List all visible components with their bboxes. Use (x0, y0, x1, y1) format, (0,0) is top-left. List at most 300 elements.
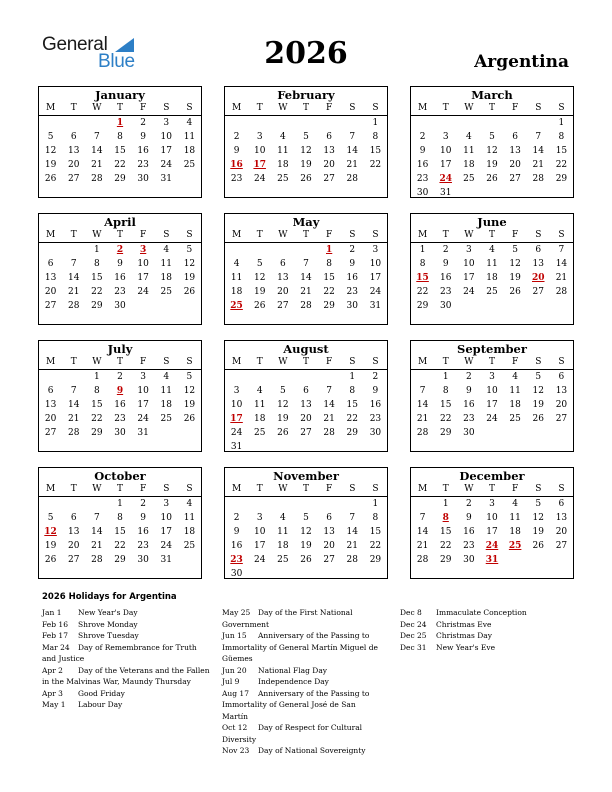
week-row (225, 144, 387, 158)
day-cell: 31 (137, 428, 149, 438)
holiday-name: Day of National Sovereignty (258, 746, 366, 755)
day-cell: 23 (346, 287, 358, 297)
weekday-label: S (535, 103, 542, 113)
day-cell: 2 (140, 499, 146, 509)
day-cell (294, 440, 317, 454)
day-cell: 8 (326, 259, 332, 269)
weekday-label: F (140, 357, 147, 367)
day-cell: 19 (44, 160, 57, 170)
day-cell (85, 497, 108, 511)
weekday-label: M (231, 230, 242, 240)
week-row (39, 144, 201, 158)
day-cell: 28 (416, 428, 429, 438)
holiday-entry (42, 607, 210, 619)
week-row (411, 398, 573, 412)
weekday-label: M (231, 357, 242, 367)
day-cell: 19 (253, 287, 266, 297)
day-cell: 14 (91, 527, 103, 537)
weekday-header (411, 101, 573, 116)
week-row (225, 525, 387, 539)
day-cell (504, 116, 527, 130)
day-cell: 24 (369, 287, 382, 297)
day-cell: 26 (44, 555, 57, 565)
weekday-label: T (70, 484, 77, 494)
holiday-name: New Year's Day (78, 608, 138, 617)
day-cell: 20 (67, 160, 80, 170)
day-cell: 2 (465, 372, 472, 382)
day-cell: 31 (230, 442, 243, 452)
day-cell: 19 (486, 160, 498, 170)
day-cell: 26 (300, 174, 312, 184)
weekday-label: T (488, 357, 495, 367)
weekday-label: S (558, 230, 565, 240)
day-cell: 17 (137, 400, 149, 410)
day-cell: 28 (416, 555, 429, 565)
holiday-entry (42, 630, 210, 642)
day-cell: 1 (442, 499, 449, 509)
day-cell (457, 299, 480, 313)
day-cell: 9 (140, 513, 146, 523)
day-cell: 1 (372, 499, 379, 509)
month-january (38, 86, 202, 198)
weekday-label: S (535, 357, 542, 367)
day-cell: 11 (160, 259, 172, 269)
day-cell: 16 (137, 146, 149, 156)
day-cell: 13 (323, 146, 335, 156)
day-cell: 6 (47, 259, 54, 269)
day-cell: 12 (44, 146, 57, 156)
holiday-entry (222, 630, 382, 665)
day-cell: 2 (140, 118, 146, 128)
day-cell (527, 426, 550, 440)
day-cell (155, 299, 178, 313)
weekday-label: W (278, 230, 288, 240)
weekday-label: M (45, 230, 56, 240)
day-cell: 13 (509, 146, 521, 156)
day-cell: 19 (183, 400, 196, 410)
day-cell: 7 (349, 513, 356, 523)
week-row (225, 497, 387, 511)
holiday-date: Dec 24 (400, 619, 427, 629)
day-cell: 7 (558, 245, 565, 255)
weekday-header (39, 482, 201, 497)
month-grid (39, 101, 201, 186)
day-cell: 30 (230, 569, 243, 579)
weekday-label: T (116, 357, 123, 367)
day-cell (271, 116, 294, 130)
holiday-day: 24 (485, 541, 499, 551)
day-cell: 7 (349, 132, 356, 142)
holiday-name: Christmas Eve (436, 619, 492, 629)
holiday-day: 9 (116, 386, 124, 396)
day-cell: 19 (509, 273, 521, 283)
day-cell: 7 (535, 132, 542, 142)
holiday-name: New Year's Eve (436, 642, 496, 652)
weekday-label: M (417, 103, 428, 113)
day-cell: 2 (349, 245, 356, 255)
weekday-label: T (116, 103, 123, 113)
holiday-date: Oct 12 (222, 723, 248, 732)
day-cell: 7 (93, 513, 100, 523)
day-cell: 16 (416, 160, 429, 170)
day-cell: 20 (509, 160, 521, 170)
day-cell (504, 299, 527, 313)
day-cell: 7 (326, 386, 332, 396)
day-cell: 9 (349, 259, 356, 269)
day-cell: 20 (67, 541, 80, 551)
day-cell: 6 (535, 245, 542, 255)
day-cell (248, 567, 271, 581)
weekday-label: S (186, 103, 193, 113)
day-cell: 3 (163, 118, 170, 128)
week-row (225, 398, 387, 412)
holiday-entry (222, 676, 382, 688)
day-cell: 1 (349, 372, 356, 382)
week-row (411, 553, 573, 567)
month-name: October (94, 469, 146, 483)
day-cell (178, 553, 201, 567)
day-cell: 20 (323, 541, 335, 551)
week-row (225, 116, 387, 130)
day-cell: 21 (416, 541, 429, 551)
day-cell: 23 (463, 541, 475, 551)
day-cell: 12 (253, 273, 266, 283)
holiday-name: Independence Day (258, 677, 329, 686)
holiday-date: Nov 23 (222, 746, 250, 755)
day-cell: 26 (532, 541, 544, 551)
day-cell (271, 567, 294, 581)
holiday-day: 16 (230, 160, 243, 170)
weekday-label: T (116, 484, 123, 494)
day-cell: 31 (160, 174, 172, 184)
weekday-label: M (231, 484, 242, 494)
month-name: January (95, 88, 145, 102)
day-cell: 27 (532, 287, 544, 297)
weekday-label: T (70, 103, 77, 113)
week-row (411, 539, 573, 553)
day-cell: 29 (91, 428, 103, 438)
holiday-day: 17 (230, 414, 243, 424)
day-cell: 27 (277, 301, 289, 311)
weekday-label: S (163, 484, 170, 494)
day-cell: 23 (463, 414, 475, 424)
day-cell: 3 (465, 245, 472, 255)
weekday-label: T (442, 357, 449, 367)
day-cell: 30 (114, 301, 126, 311)
weekday-label: F (326, 103, 333, 113)
day-cell: 14 (416, 400, 429, 410)
weekday-label: T (302, 484, 309, 494)
day-cell (364, 440, 387, 454)
day-cell: 8 (372, 513, 379, 523)
day-cell: 9 (442, 259, 449, 269)
day-cell: 1 (93, 245, 100, 255)
day-cell: 12 (300, 146, 312, 156)
weekday-label: T (488, 103, 495, 113)
day-cell: 21 (346, 160, 358, 170)
weekday-label: T (442, 103, 449, 113)
day-cell: 13 (67, 146, 80, 156)
day-cell: 3 (140, 372, 146, 382)
weekday-label: T (256, 230, 263, 240)
day-cell (62, 497, 85, 511)
day-cell: 29 (369, 555, 382, 565)
day-cell: 10 (137, 259, 149, 269)
month-name: June (477, 215, 507, 229)
weekday-label: T (442, 484, 449, 494)
day-cell (504, 186, 527, 200)
holiday-date: May 25 (222, 608, 251, 617)
weekday-header (225, 228, 387, 243)
day-cell: 13 (323, 527, 335, 537)
day-cell: 19 (277, 414, 289, 424)
day-cell: 2 (465, 499, 472, 509)
day-cell: 29 (416, 301, 429, 311)
day-cell: 29 (323, 301, 335, 311)
day-cell: 6 (558, 372, 565, 382)
day-cell: 6 (70, 513, 77, 523)
weekday-label: S (163, 357, 170, 367)
day-cell: 13 (67, 527, 80, 537)
day-cell: 24 (463, 287, 475, 297)
day-cell (434, 116, 457, 130)
month-name: March (471, 88, 513, 102)
weekday-label: W (464, 230, 474, 240)
day-cell (318, 370, 341, 384)
day-cell: 17 (439, 160, 452, 170)
day-cell: 14 (67, 273, 80, 283)
week-row (39, 299, 201, 313)
day-cell: 27 (67, 555, 80, 565)
day-cell: 28 (323, 428, 335, 438)
day-cell: 17 (160, 146, 172, 156)
day-cell: 7 (419, 513, 426, 523)
day-cell: 21 (67, 287, 80, 297)
holiday-name: Day of Respect for Cultural Diversity (222, 723, 363, 744)
day-cell: 31 (160, 555, 172, 565)
day-cell: 10 (463, 259, 475, 269)
day-cell: 17 (369, 273, 382, 283)
day-cell: 3 (233, 386, 240, 396)
week-row (225, 172, 387, 186)
day-cell: 18 (277, 541, 289, 551)
holiday-day: 31 (485, 555, 499, 565)
day-cell: 27 (44, 301, 57, 311)
day-cell: 22 (555, 160, 568, 170)
holiday-name: Anniversary of the Passing to Immortality of General Martín Miguel de Güemes (222, 631, 378, 663)
day-cell (527, 186, 550, 200)
holiday-day: 23 (230, 555, 243, 565)
day-cell: 9 (465, 513, 472, 523)
month-grid (411, 355, 573, 440)
day-cell: 27 (509, 174, 521, 184)
day-cell: 13 (44, 273, 57, 283)
holiday-entry (400, 619, 570, 631)
day-cell: 21 (91, 160, 103, 170)
day-cell (39, 243, 62, 257)
day-cell: 28 (555, 287, 568, 297)
day-cell: 26 (509, 287, 521, 297)
day-cell: 28 (91, 174, 103, 184)
day-cell: 27 (555, 541, 568, 551)
day-cell: 20 (323, 160, 335, 170)
holiday-name: Good Friday (78, 688, 125, 698)
day-cell: 1 (117, 499, 123, 509)
week-row (411, 116, 573, 130)
day-cell (39, 497, 62, 511)
day-cell: 25 (277, 174, 289, 184)
day-cell: 4 (489, 245, 495, 255)
day-cell: 3 (256, 132, 263, 142)
holiday-date: Jan 1 (42, 608, 62, 617)
day-cell: 30 (439, 301, 452, 311)
month-name: May (292, 215, 320, 229)
holiday-name: Day of the Veterans and the Fallen in the Malvinas War, Maundy Thursday (42, 665, 210, 686)
day-cell: 10 (486, 513, 498, 523)
day-cell: 17 (463, 273, 475, 283)
month-february (224, 86, 388, 198)
day-cell (318, 440, 341, 454)
day-cell: 9 (140, 132, 146, 142)
month-june (410, 213, 574, 325)
day-cell: 24 (253, 174, 266, 184)
month-grid (225, 482, 387, 581)
day-cell: 26 (183, 287, 196, 297)
month-name: February (277, 88, 335, 102)
day-cell: 20 (555, 400, 568, 410)
day-cell (457, 186, 480, 200)
day-cell: 9 (465, 386, 472, 396)
day-cell: 15 (114, 527, 126, 537)
holiday-name: Shrove Tuesday (78, 631, 139, 640)
day-cell (364, 567, 387, 581)
holiday-date: Jun 20 (222, 665, 247, 675)
month-july (38, 340, 202, 452)
week-row (411, 497, 573, 511)
week-row (225, 243, 387, 257)
day-cell: 1 (442, 372, 449, 382)
holiday-date: Jul 9 (222, 677, 240, 686)
weekday-label: T (256, 484, 263, 494)
holiday-day: 25 (230, 301, 243, 311)
day-cell: 11 (486, 259, 498, 269)
day-cell: 12 (509, 259, 521, 269)
weekday-label: S (163, 103, 170, 113)
day-cell: 22 (369, 541, 382, 551)
day-cell: 9 (233, 146, 240, 156)
holiday-name: Day of the First National Government (222, 608, 353, 629)
day-cell: 18 (160, 273, 172, 283)
weekday-label: S (349, 230, 356, 240)
weekday-label: S (372, 230, 379, 240)
week-row (39, 497, 201, 511)
day-cell: 20 (44, 414, 57, 424)
day-cell (248, 497, 271, 511)
week-row (225, 553, 387, 567)
day-cell: 25 (160, 287, 172, 297)
weekday-label: T (70, 230, 77, 240)
week-row (225, 440, 387, 454)
day-cell: 26 (486, 174, 498, 184)
day-cell: 20 (277, 287, 289, 297)
month-december (410, 467, 574, 579)
week-row (225, 130, 387, 144)
day-cell (341, 440, 364, 454)
day-cell: 8 (93, 386, 100, 396)
day-cell: 14 (416, 527, 429, 537)
holiday-entry (400, 642, 570, 654)
week-row (411, 158, 573, 172)
day-cell (132, 299, 155, 313)
day-cell: 22 (439, 541, 452, 551)
day-cell: 25 (277, 555, 289, 565)
day-cell: 22 (114, 160, 126, 170)
day-cell: 7 (303, 259, 309, 269)
day-cell: 11 (183, 513, 196, 523)
day-cell: 3 (489, 372, 495, 382)
day-cell: 11 (277, 146, 289, 156)
weekday-label: F (140, 103, 147, 113)
day-cell: 10 (230, 400, 243, 410)
day-cell: 29 (346, 428, 358, 438)
holiday-date: Apr 2 (42, 665, 63, 675)
day-cell: 30 (463, 428, 475, 438)
day-cell: 8 (372, 132, 379, 142)
weekday-header (411, 482, 573, 497)
weekday-header (225, 482, 387, 497)
day-cell (62, 116, 85, 130)
day-cell: 18 (509, 527, 521, 537)
day-cell (318, 567, 341, 581)
holiday-day: 2 (116, 245, 124, 255)
day-cell: 21 (416, 414, 429, 424)
day-cell: 12 (300, 527, 312, 537)
holiday-column (42, 607, 210, 711)
day-cell: 5 (186, 372, 193, 382)
weekday-label: S (349, 357, 356, 367)
day-cell: 5 (47, 513, 54, 523)
day-cell: 26 (183, 414, 196, 424)
day-cell (178, 299, 201, 313)
week-row (411, 511, 573, 525)
day-cell: 16 (230, 541, 243, 551)
day-cell: 27 (555, 414, 568, 424)
week-row (39, 384, 201, 398)
week-row (39, 426, 201, 440)
holiday-date: Feb 16 (42, 619, 68, 629)
day-cell: 5 (186, 245, 193, 255)
day-cell: 20 (555, 527, 568, 537)
day-cell: 3 (489, 499, 495, 509)
holiday-column (222, 607, 382, 757)
day-cell: 29 (114, 555, 126, 565)
day-cell: 14 (91, 146, 103, 156)
week-row (411, 130, 573, 144)
day-cell (527, 299, 550, 313)
day-cell: 11 (253, 400, 266, 410)
day-cell: 2 (117, 372, 123, 382)
day-cell: 27 (323, 555, 335, 565)
holiday-column (400, 607, 570, 653)
day-cell: 24 (230, 428, 243, 438)
country-title: Argentina (474, 52, 569, 72)
day-cell: 24 (486, 414, 498, 424)
day-cell (527, 553, 550, 567)
weekday-label: F (512, 103, 519, 113)
month-name: July (107, 342, 133, 356)
day-cell: 6 (279, 259, 286, 269)
day-cell (411, 497, 434, 511)
